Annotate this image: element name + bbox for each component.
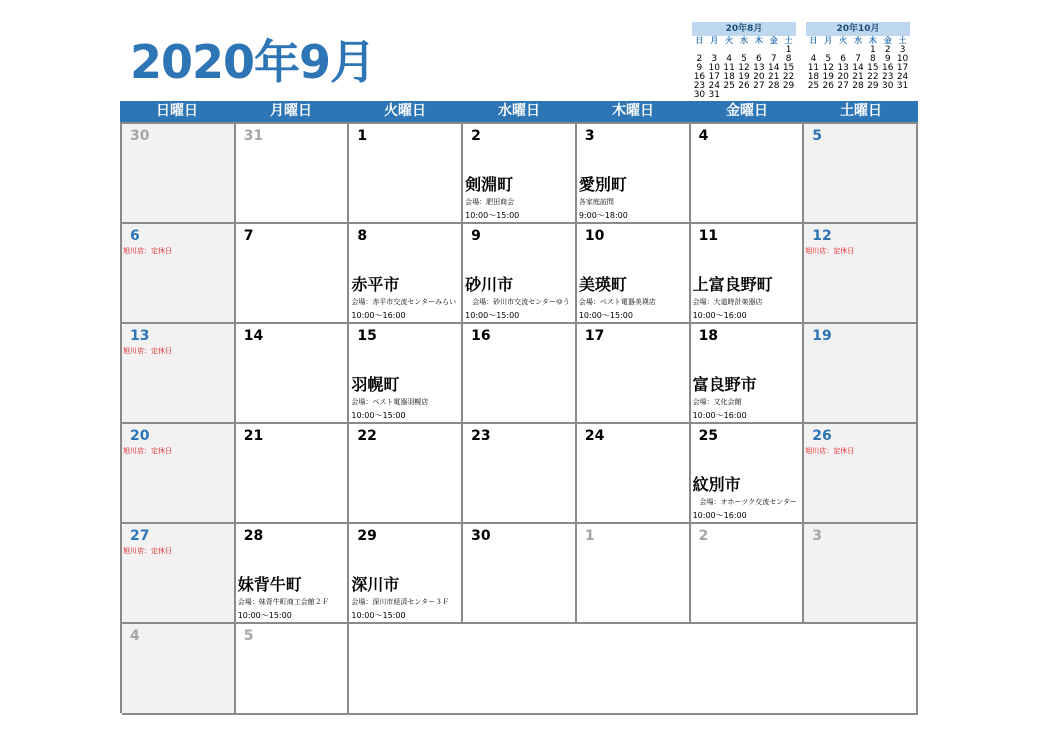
weekday-header: 火曜日 [384,103,426,119]
event-venue: 会場：文化会館 [692,398,742,406]
day-cell[interactable] [122,424,236,524]
mini-day [781,91,796,100]
closed-notice: 旭川店：定休日 [123,547,172,555]
day-cell[interactable] [236,324,350,424]
day-number: 11 [698,228,719,244]
weekday-header: 木曜日 [612,103,654,119]
mini-day [737,91,752,100]
mini-day: 5 [741,54,747,64]
event-town: 羽幌町 [351,375,400,394]
day-number: 18 [698,328,719,344]
day-number: 16 [471,328,491,344]
event-venue: 会場：深川市経済センター３Ｆ [351,598,450,606]
day-number: 14 [243,328,264,344]
mini-day: 10 [896,54,909,64]
day-cell[interactable] [804,124,918,224]
day-cell[interactable] [236,224,350,324]
event-town: 赤平市 [351,275,400,294]
mini-day: 31 [896,81,909,91]
day-number: 21 [243,428,264,444]
mini-day: 16 [881,63,894,73]
day-number: 5 [812,128,823,144]
weekday-header-row [120,101,918,122]
mini-calendar-grid [806,36,910,91]
day-number: 19 [812,328,832,344]
closed-notice: 旭川店：定休日 [123,247,172,255]
mini-weekday-label: 金 [769,36,778,45]
weekday-header: 土曜日 [840,103,882,119]
event-time: 10:00～15:00 [465,211,520,220]
mini-weekday-label: 金 [883,36,892,45]
event-venue: 会場：肥田商会 [465,198,515,206]
day-number: 2 [471,128,481,144]
closed-notice: 旭川店：定休日 [123,347,172,355]
mini-day: 30 [881,81,894,91]
day-number: 22 [357,428,377,444]
mini-day: 13 [837,63,849,73]
day-cell[interactable] [577,524,691,624]
day-number: 3 [584,128,595,144]
mini-weekday-label: 木 [868,36,877,45]
event-town: 深川市 [351,575,400,594]
day-number: 15 [357,328,377,344]
day-cell[interactable] [463,124,577,224]
mini-day: 28 [767,81,780,91]
day-cell[interactable] [804,524,918,624]
day-cell[interactable] [236,624,350,715]
event-town: 剣淵町 [465,175,514,194]
day-number: 30 [471,528,491,544]
day-number: 28 [243,528,264,544]
event-time: 10:00～16:00 [692,311,747,320]
mini-weekday-label: 水 [739,36,748,45]
closed-notice: 旭川店：定休日 [123,447,172,455]
mini-day: 6 [755,54,762,64]
mini-calendar-grid [692,36,796,100]
mini-day: 20 [753,72,765,82]
mini-day: 18 [723,72,735,82]
day-number: 4 [698,128,709,144]
weekday-header: 日曜日 [156,103,198,119]
mini-day: 3 [711,54,718,64]
event-venue: 会場：ベスト電器羽幌店 [351,398,429,406]
mini-day: 4 [726,54,732,64]
event-time: 10:00～16:00 [692,511,747,520]
event-venue: 各家庭訪問 [578,198,614,206]
day-number: 9 [471,228,481,244]
day-number: 10 [584,228,605,244]
mini-day: 12 [822,63,834,73]
event-venue: 会場：妹背牛町商工会館２Ｆ [237,598,329,606]
event-town: 紋別市 [692,475,741,494]
day-cell[interactable] [122,524,236,624]
day-number: 25 [698,428,719,444]
day-cell[interactable] [577,424,691,524]
day-cell[interactable] [691,524,805,624]
event-time: 10:00～15:00 [465,311,520,320]
mini-day: 24 [896,72,909,82]
mini-day: 30 [693,90,706,100]
mini-weekday-label: 土 [784,36,793,45]
day-number: 30 [130,128,150,144]
month-calendar [120,101,918,713]
mini-weekday-label: 木 [754,36,763,45]
day-cell[interactable] [122,224,236,324]
mini-day: 17 [896,63,909,73]
mini-weekday-label: 土 [898,36,907,45]
day-cell[interactable] [463,424,577,524]
day-cell[interactable] [577,324,691,424]
day-cell[interactable] [122,124,236,224]
mini-weekday-label: 月 [710,36,719,45]
day-cell[interactable] [577,224,691,324]
mini-day: 15 [782,63,795,73]
mini-weekday-label: 水 [853,36,862,45]
weekday-header: 金曜日 [726,103,768,119]
day-cell[interactable] [463,524,577,624]
mini-day: 11 [723,63,735,73]
weekday-header: 水曜日 [498,103,540,119]
mini-day: 1 [785,45,792,55]
event-time: 10:00～15:00 [237,611,292,620]
day-cell[interactable] [804,224,918,324]
mini-day: 5 [825,54,832,64]
mini-day: 27 [837,81,849,91]
day-number: 17 [584,328,605,344]
mini-day: 14 [767,63,780,73]
mini-day [722,91,737,100]
event-time: 9:00～18:00 [578,211,628,220]
event-venue: 会場：赤平市交流センターみらい [351,298,457,306]
day-cell[interactable] [804,424,918,524]
mini-day: 14 [852,63,864,73]
mini-calendar-title: 20年8月 [692,22,796,36]
mini-day: 19 [822,72,834,82]
mini-day: 8 [785,54,792,64]
mini-day: 22 [782,72,795,82]
mini-day: 29 [782,81,795,91]
day-cell[interactable] [691,324,805,424]
day-cell[interactable] [349,124,463,224]
day-number: 20 [130,428,150,444]
day-cell[interactable] [463,224,577,324]
day-grid [120,122,918,713]
mini-day: 3 [899,45,906,55]
event-time: 10:00～16:00 [351,311,406,320]
mini-day: 2 [884,45,891,55]
empty-area [349,624,918,715]
event-time: 10:00～16:00 [692,411,747,420]
day-number: 29 [357,528,377,544]
mini-day: 21 [767,72,780,82]
day-cell[interactable] [691,224,805,324]
mini-day: 15 [867,63,879,73]
day-number: 7 [243,228,254,244]
mini-day: 9 [696,63,703,73]
page-title: 2020年9月 [130,35,376,89]
mini-day: 24 [708,81,720,91]
day-number: 2 [698,528,709,544]
mini-day: 13 [753,63,765,73]
mini-day: 29 [867,81,879,91]
event-venue: 会場：オホーツク交流センター [692,498,797,506]
mini-day: 16 [693,72,706,82]
mini-day [766,91,781,100]
mini-day: 17 [708,72,720,82]
day-number: 31 [243,128,264,144]
mini-day: 1 [869,45,876,55]
mini-day: 31 [708,90,720,100]
weekday-header: 月曜日 [270,103,312,119]
day-cell[interactable] [236,424,350,524]
mini-day: 7 [855,54,861,64]
mini-day: 10 [708,63,720,73]
day-number: 8 [357,228,368,244]
day-number: 27 [130,528,150,544]
event-town: 上富良野町 [692,275,773,294]
day-number: 12 [812,228,832,244]
mini-day: 23 [881,72,894,82]
event-venue: 会場：大道時計楽器店 [692,298,763,306]
mini-day: 26 [738,81,750,91]
mini-day: 23 [693,81,706,91]
event-time: 10:00～15:00 [351,411,406,420]
mini-day: 20 [837,72,849,82]
day-cell[interactable] [236,124,350,224]
mini-day: 2 [696,54,703,64]
day-cell[interactable] [349,324,463,424]
mini-day: 12 [738,63,750,73]
mini-day: 7 [770,54,777,64]
mini-day: 26 [822,81,834,91]
event-town: 砂川市 [465,275,514,294]
event-town: 愛別町 [578,175,627,194]
mini-day: 19 [738,72,750,82]
day-number: 1 [357,128,368,144]
mini-day [751,91,766,100]
day-cell[interactable] [691,124,805,224]
day-number: 5 [243,628,254,644]
day-number: 13 [130,328,150,344]
day-number: 24 [584,428,605,444]
day-cell[interactable] [804,324,918,424]
event-town: 妹背牛町 [237,575,302,594]
event-time: 10:00～15:00 [578,311,633,320]
mini-day: 25 [807,81,820,91]
mini-weekday-label: 日 [809,36,818,45]
mini-weekday-label: 火 [839,36,848,45]
day-number: 3 [812,528,823,544]
mini-weekday-label: 月 [824,36,833,45]
day-cell[interactable] [463,324,577,424]
day-cell[interactable] [691,424,805,524]
mini-day: 25 [723,81,735,91]
mini-calendar-august [692,22,796,100]
event-town: 富良野市 [692,375,757,394]
day-cell[interactable] [122,624,236,715]
day-number: 4 [130,628,140,644]
day-cell[interactable] [349,424,463,524]
mini-day: 4 [810,54,817,64]
mini-day: 8 [869,54,876,64]
mini-day: 11 [807,63,820,73]
mini-calendar-title: 20年10月 [806,22,910,36]
mini-day: 9 [884,54,891,64]
closed-notice: 旭川店：定休日 [805,447,855,455]
day-number: 6 [130,228,140,244]
event-town: 美瑛町 [578,275,627,294]
day-cell[interactable] [349,224,463,324]
day-cell[interactable] [349,524,463,624]
closed-notice: 旭川店：定休日 [805,247,855,255]
mini-day: 27 [753,81,765,91]
day-cell[interactable] [577,124,691,224]
mini-weekday-label: 日 [695,36,704,45]
day-number: 26 [812,428,832,444]
mini-calendar-october [806,22,910,91]
event-venue: 会場：ベスト電器美瑛店 [578,298,656,306]
mini-day: 22 [867,72,879,82]
day-number: 1 [584,528,595,544]
mini-day: 6 [840,54,846,64]
day-number: 23 [471,428,491,444]
day-cell[interactable] [236,524,350,624]
mini-day: 21 [852,72,864,82]
event-time: 10:00～15:00 [351,611,406,620]
mini-day: 18 [807,72,820,82]
mini-weekday-label: 火 [725,36,734,45]
day-cell[interactable] [122,324,236,424]
event-venue: 会場：砂川市交流センターゆう [465,298,570,306]
mini-day: 28 [852,81,864,91]
